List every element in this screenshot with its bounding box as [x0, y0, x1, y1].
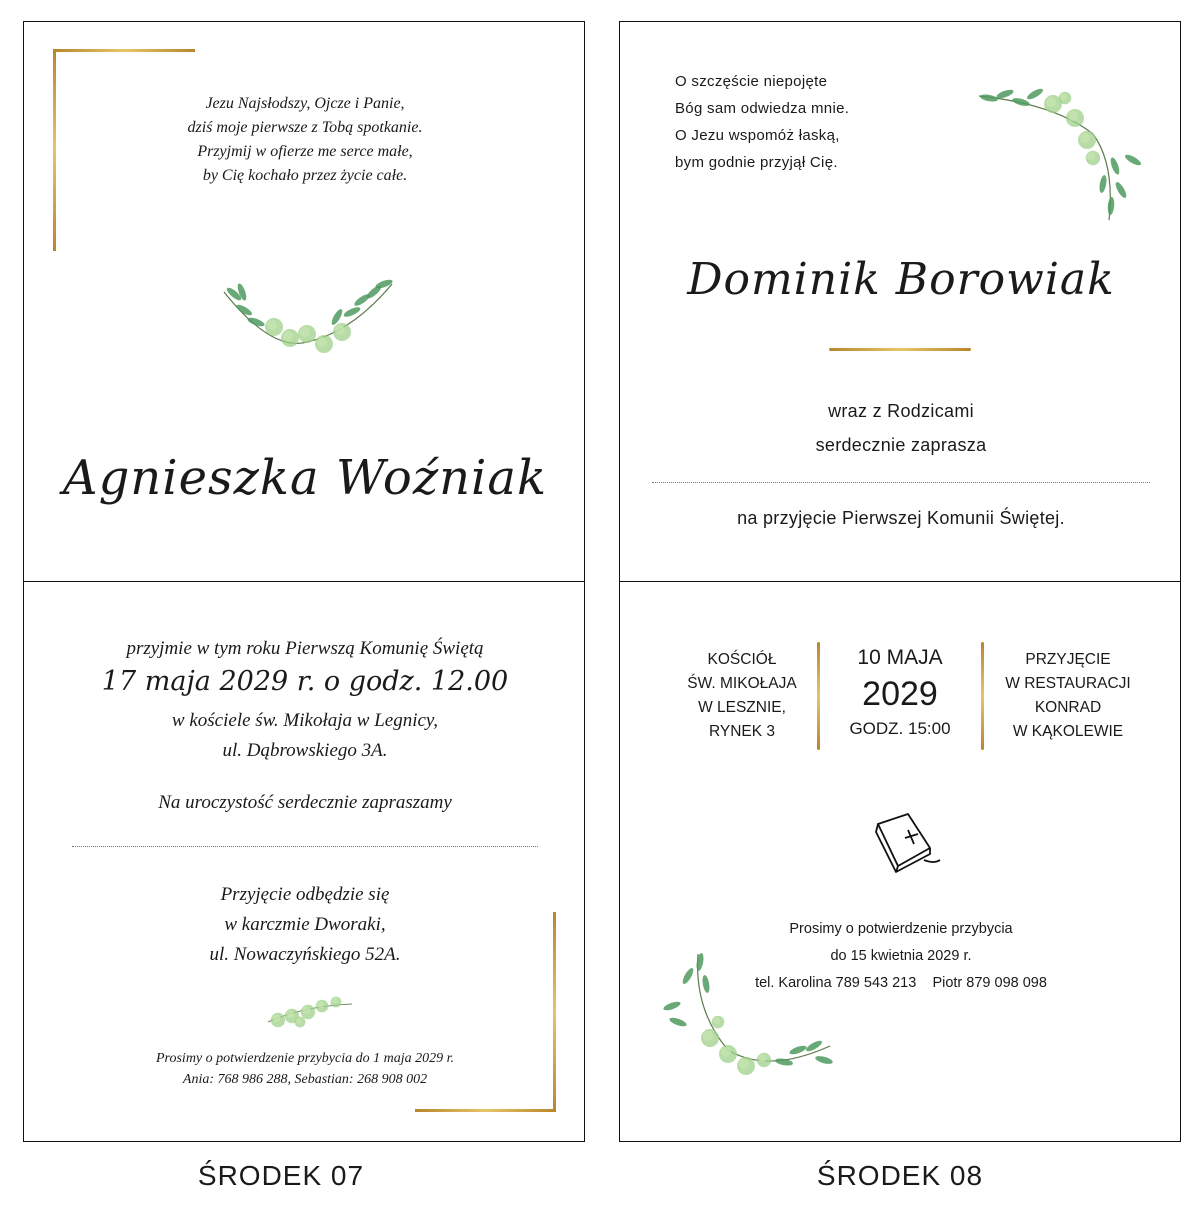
poem-line: dziś moje pierwsze z Tobą spotkanie.	[187, 119, 423, 136]
gold-separator-right	[981, 642, 984, 750]
gold-corner-right	[553, 912, 556, 1112]
church-line: RYNEK 3	[708, 723, 776, 740]
church-line: w kościele św. Mikołaja w Legnicy,	[171, 710, 439, 731]
date-day: 10 MAJA	[857, 646, 943, 669]
ceremony-date: 17 maja 2029 r. o godz. 12.00	[101, 666, 509, 697]
eucalyptus-bottom-corner-icon	[658, 950, 838, 1090]
rsvp-line: Ania: 768 986 288, Sebastian: 268 908 002	[182, 1072, 428, 1087]
srodek-07-bottom-card	[23, 581, 585, 1142]
rsvp	[24, 1048, 586, 1090]
invitation-line: serdecznie zaprasza	[815, 435, 987, 455]
eucalyptus-wreath-icon	[212, 272, 402, 362]
rsvp-line: do 15 kwietnia 2029 r.	[830, 948, 972, 964]
occasion-text: na przyjęcie Pierwszej Komunii Świętej.	[737, 508, 1065, 528]
reception-line: PRZYJĘCIE	[1025, 651, 1111, 668]
gold-corner-top	[53, 49, 195, 52]
reception-line: KONRAD	[1034, 699, 1102, 716]
poem-line: bym godnie przyjął Cię.	[675, 154, 838, 171]
poem-line: Jezu Najsłodszy, Ojcze i Panie,	[205, 95, 405, 112]
poem-line: Bóg sam odwiedza mnie.	[675, 100, 850, 117]
eucalyptus-sprig-icon	[264, 992, 356, 1032]
church-line: KOŚCIÓŁ	[707, 651, 777, 668]
bible-icon	[868, 810, 944, 878]
srodek-08-bottom-card	[619, 581, 1181, 1142]
poem	[675, 68, 935, 176]
gold-separator-left	[817, 642, 820, 750]
poem-line: O szczęście niepojęte	[675, 73, 828, 90]
date-block	[825, 644, 975, 742]
date-year: 2029	[862, 675, 938, 713]
poem-line: Przyjmij w ofierze me serce małe,	[197, 143, 413, 160]
label-srodek-07: ŚRODEK 07	[197, 1160, 365, 1191]
gold-corner-bottom	[415, 1109, 556, 1112]
reception-line: ul. Nowaczyńskiego 52A.	[209, 944, 401, 965]
reception-info	[24, 880, 586, 970]
reception-line: w karczmie Dworaki,	[224, 914, 386, 935]
child-name: Dominik Borowiak	[687, 254, 1115, 305]
date-time: GODZ. 15:00	[849, 719, 951, 738]
church-line: W LESZNIE,	[698, 699, 786, 716]
poem-line: O Jezu wspomóż łaską,	[675, 127, 840, 144]
reception-line: Przyjęcie odbędzie się	[220, 884, 390, 905]
contact-piotr: Piotr 879 098 098	[932, 975, 1047, 991]
intro-text: przyjmie w tym roku Pierwszą Komunię Świętą	[126, 638, 484, 659]
poem	[24, 92, 586, 188]
reception-line: W RESTAURACJI	[1005, 675, 1131, 692]
child-name: Agnieszka Woźniak	[62, 450, 548, 506]
invitation-text	[620, 394, 1182, 462]
church-line: ŚW. MIKOŁAJA	[687, 675, 797, 692]
gold-divider	[829, 348, 971, 351]
dotted-divider	[72, 846, 538, 847]
church-info	[670, 648, 814, 744]
church-line: ul. Dąbrowskiego 3A.	[222, 740, 388, 761]
church-address	[24, 706, 586, 766]
eucalyptus-corner-icon	[975, 74, 1145, 224]
reception-line: W KĄKOLEWIE	[1012, 723, 1124, 740]
invitation-line: wraz z Rodzicami	[828, 401, 974, 421]
rsvp-line: Prosimy o potwierdzenie przybycia	[789, 921, 1013, 937]
srodek-07-top-card	[23, 21, 585, 582]
dotted-divider	[652, 482, 1150, 483]
poem-line: by Cię kochało przez życie całe.	[202, 167, 408, 184]
contact-karolina: tel. Karolina 789 543 213	[755, 975, 917, 991]
label-srodek-08: ŚRODEK 08	[816, 1160, 984, 1191]
rsvp-line: Prosimy o potwierdzenie przybycia do 1 maja 2029 r.	[156, 1051, 454, 1066]
reception-info	[988, 648, 1148, 744]
invite-text: Na uroczystość serdecznie zapraszamy	[158, 792, 452, 813]
srodek-08-top-card	[619, 21, 1181, 582]
